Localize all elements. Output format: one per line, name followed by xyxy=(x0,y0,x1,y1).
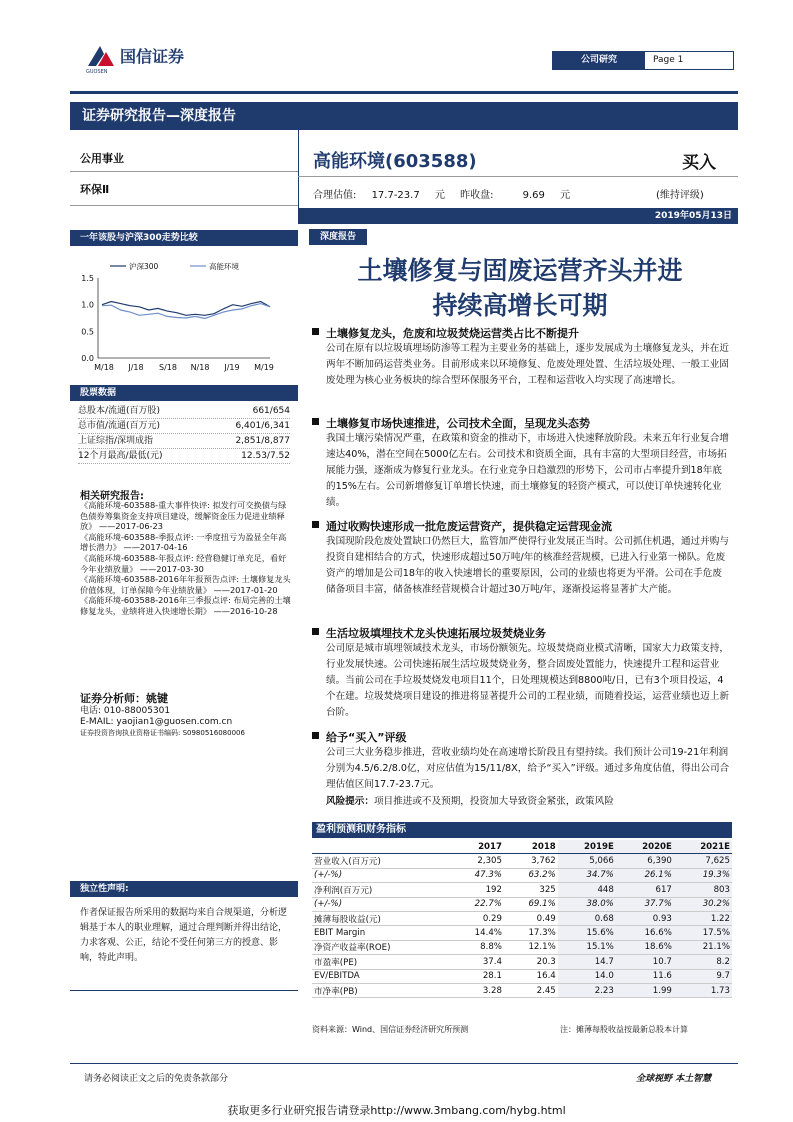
rating-maintain: (维持评级) xyxy=(656,190,704,201)
row-label: 净利润(百万元) xyxy=(312,883,450,897)
table-row xyxy=(312,883,732,897)
y-tick-label: 1.5 xyxy=(81,274,94,283)
analyst-contact xyxy=(80,706,245,739)
table-cell: 15.1% xyxy=(558,940,616,954)
analyst-cert: 证券投资咨询执业资格证书编码: S0980516080006 xyxy=(80,729,245,737)
footer-rule xyxy=(70,1063,738,1064)
x-tick-label: S/18 xyxy=(159,363,177,372)
table-header: 2020E xyxy=(616,840,674,854)
table-cell: 37.4 xyxy=(450,955,504,969)
section-heading: 生活垃圾填埋技术龙头快速拓展垃圾焚烧业务 xyxy=(312,625,730,641)
table-cell: 14.4% xyxy=(450,926,504,940)
table-cell: 2.23 xyxy=(558,983,616,997)
related-report[interactable]: 《高能环境-603588-2016年年报预告点评: 土壤修复龙头价值体现，订单保障今年业绩放量》 ——2017-01-20 xyxy=(80,574,291,595)
y-tick-label: 0.5 xyxy=(81,327,94,337)
table-cell: 803 xyxy=(674,883,732,897)
table-cell: 14.0 xyxy=(558,969,616,983)
section-5 xyxy=(312,729,730,807)
table-cell: 1.73 xyxy=(674,983,732,997)
page-number: Page 1 xyxy=(653,55,684,65)
unit: 元 xyxy=(560,190,571,201)
stock-row xyxy=(78,404,290,419)
forecast-table xyxy=(312,840,732,998)
table-cell: 47.3% xyxy=(450,868,504,882)
table-cell: 17.3% xyxy=(504,926,558,940)
section-body: 我国现阶段危废处置缺口仍然巨大，监管加严使得行业发展正当时。公司抓住机遇，通过并购与投资自建相结合的方式，快速形成超过50万吨/年的核准经营规模，已进入行业第一梯队。危废资产的增加是公司18年的收入快速增长的重要原因，公司的业绩也将更为平滑。公司在手危废储备项目丰富，储备核准经营规模合计超过30万吨/年，逐渐投运将显著扩大产能。 xyxy=(326,536,729,595)
footer-disclaimer: 请务必阅读正文之后的免责条款部分 xyxy=(84,1074,229,1084)
row-label: 摊薄每股收益(元) xyxy=(312,911,450,925)
table-cell: 0.49 xyxy=(504,911,558,925)
section-2 xyxy=(312,415,730,511)
table-note: 注：摊薄每股收益按最新总股本计算 xyxy=(560,1025,688,1034)
section-heading: 土壤修复市场快速推进，公司技术全面，呈现龙头态势 xyxy=(312,415,730,431)
sub-sector: 环保Ⅱ xyxy=(80,183,110,196)
table-cell: 0.68 xyxy=(558,911,616,925)
analyst xyxy=(80,690,168,706)
table-cell: 1.22 xyxy=(674,911,732,925)
table-row xyxy=(312,926,732,940)
x-tick-label: M/18 xyxy=(94,363,114,372)
close-label: 昨收盘: xyxy=(460,190,494,201)
x-tick-label: M/19 xyxy=(254,363,274,372)
row-label: 净资产收益率(ROE) xyxy=(312,940,450,954)
row-label: EBIT Margin xyxy=(312,926,450,940)
table-cell: 28.1 xyxy=(450,969,504,983)
related-report[interactable]: 《高能环境-603588-重大事件快评: 拟发行可交换债与绿色债券筹集资金支持项目建设，缓解资金压力促进业绩释放》 ——2017-06-23 xyxy=(80,500,287,532)
table-row xyxy=(312,854,732,868)
table-cell: 63.2% xyxy=(504,868,558,882)
table-header-row xyxy=(312,840,732,854)
table-cell: 37.7% xyxy=(616,897,674,911)
table-cell: 16.6% xyxy=(616,926,674,940)
report-type: 证券研究报告—深度报告 xyxy=(82,108,236,124)
table-header: 2017 xyxy=(450,840,504,854)
brand-logo xyxy=(84,42,234,75)
related-report[interactable]: 《高能环境-603588-季报点评: 一季度扭亏为盈显全年高增长潜力》 ——2017-04-16 xyxy=(80,531,287,553)
price-chart-svg xyxy=(70,250,298,380)
row-label: 营业收入(百万元) xyxy=(312,854,450,868)
divider xyxy=(70,171,298,172)
x-tick-label: J/18 xyxy=(128,363,144,372)
section-heading: 给予“买入”评级 xyxy=(312,729,730,745)
analyst-tel: 电话: 010-88005301 xyxy=(80,706,171,716)
deep-report-tag: 深度报告 xyxy=(309,229,367,245)
section-1 xyxy=(312,325,730,389)
table-cell: 325 xyxy=(504,883,558,897)
report-date: 2019年05月13日 xyxy=(654,211,732,221)
related-reports xyxy=(80,500,292,617)
rating: 买入 xyxy=(682,153,716,173)
table-row xyxy=(312,983,732,997)
section-heading: 土壤修复龙头，危废和垃圾焚烧运营类占比不断提升 xyxy=(312,325,730,341)
declaration-bar xyxy=(70,881,298,897)
stock-data-title: 股票数据 xyxy=(80,388,117,398)
top-rule xyxy=(70,91,738,94)
section-body: 公司三大业务稳步推进，营收业绩均处在高速增长阶段且有望持续。我们预计公司19-21年利润分别为4.5/6.2/8.0亿，对应估值为15/11/8X，给予“买入”评级。通过多角度估值，得出公司合理估值区间17.7-23.7元。 xyxy=(326,747,730,790)
table-cell: 11.6 xyxy=(616,969,674,983)
y-tick-label: 0.0 xyxy=(81,354,94,363)
section-4 xyxy=(312,625,730,721)
stock-value: 6,401/6,341 xyxy=(235,421,290,431)
section-body: 公司在原有以垃圾填埋场防渗等工程为主要业务的基础上，逐步发展成为土壤修复龙头，并在近两年不断加码运营类业务。目前形成来以环境修复、危废处理处置、生活垃圾处理、一般工业固废处理为核心业务板块的综合型环保服务平台，工程和运营收入均实现了高速增长。 xyxy=(326,343,729,386)
table-cell: 38.0% xyxy=(558,897,616,911)
table-row xyxy=(312,940,732,954)
row-label: 市盈率(PE) xyxy=(312,955,450,969)
date-bar xyxy=(298,208,738,224)
report-category: 公司研究 xyxy=(553,52,645,69)
table-cell: 17.5% xyxy=(674,926,732,940)
table-cell: 14.7 xyxy=(558,955,616,969)
footer-promo-link[interactable]: 获取更多行业研究报告请登录http://www.3mbang.com/hybg.html xyxy=(227,1104,566,1117)
guosen-logo-icon xyxy=(84,42,118,70)
chart-title: 一年该股与沪深300走势比较 xyxy=(80,233,198,243)
divider xyxy=(70,205,298,206)
x-tick-label: J/19 xyxy=(224,363,240,372)
stock-data-bar xyxy=(70,385,298,401)
table-cell: 5,066 xyxy=(558,854,616,868)
table-cell: 12.1% xyxy=(504,940,558,954)
table-cell: 3,762 xyxy=(504,854,558,868)
table-source: 资料来源：Wind、国信证券经济研究所预测 xyxy=(312,1025,469,1034)
divider xyxy=(298,176,738,177)
legend-label: 沪深300 xyxy=(129,262,159,271)
table-cell: 8.8% xyxy=(450,940,504,954)
table-cell: 1.99 xyxy=(616,983,674,997)
table-cell: 2.45 xyxy=(504,983,558,997)
valuation-label: 合理估值: xyxy=(313,190,357,201)
risk-line xyxy=(312,793,730,807)
table-cell: 20.3 xyxy=(504,955,558,969)
table-cell: 16.4 xyxy=(504,969,558,983)
row-label: 市净率(PB) xyxy=(312,983,450,997)
stock-key: 总市值/流通(百万元) xyxy=(78,421,161,431)
table-cell: 6,390 xyxy=(616,854,674,868)
table-cell: 22.7% xyxy=(450,897,504,911)
report-type-bar xyxy=(70,102,738,130)
sector: 公用事业 xyxy=(80,152,124,165)
stock-data-table xyxy=(78,404,290,464)
analyst-name: 姚键 xyxy=(146,692,168,705)
main-subtitle: 持续高增长可期 xyxy=(432,291,608,320)
stock-value: 661/654 xyxy=(252,406,290,416)
x-tick-label: N/18 xyxy=(190,363,210,372)
table-cell: 26.1% xyxy=(616,868,674,882)
table-header xyxy=(312,840,450,854)
stock-row xyxy=(78,419,290,434)
section-body: 公司原是城市填埋领域技术龙头，市场份额领先。垃圾焚烧商业模式清晰，国家大力政策支持，行业发展快速。公司快速拓展生活垃圾焚烧业务，整合固废处置能力，快速提升工程和运营业绩。当前公司在手垃圾焚烧发电项目11个，日处理规模达到8800吨/日，已有3个项目投运，4个在建。垃圾焚烧项目建设的推进将显著提升公司的工程业绩，而随着投运，运营业绩也迈上新台阶。 xyxy=(326,643,729,718)
row-label: EV/EBITDA xyxy=(312,969,450,983)
company-name: 高能环境(603588) xyxy=(313,151,477,172)
brand-en: GUOSEN xyxy=(86,69,108,75)
table-cell: 9.7 xyxy=(674,969,732,983)
table-header: 2018 xyxy=(504,840,558,854)
header-tag xyxy=(552,51,734,70)
footer-slogan: 全球视野 本土智慧 xyxy=(636,1074,712,1084)
table-cell: 2,305 xyxy=(450,854,504,868)
brand-name: 国信证券 xyxy=(120,47,185,66)
analyst-email[interactable]: E-MAIL: yaojian1@guosen.com.cn xyxy=(80,717,233,727)
table-row xyxy=(312,969,732,983)
declaration-title: 独立性声明: xyxy=(80,884,129,894)
table-cell: 19.3% xyxy=(674,868,732,882)
stock-value: 2,851/8,877 xyxy=(235,436,290,446)
related-reports-title: 相关研究报告: xyxy=(80,491,144,502)
unit: 元 xyxy=(434,190,445,201)
table-cell: 34.7% xyxy=(558,868,616,882)
table-cell: 30.2% xyxy=(674,897,732,911)
table-row xyxy=(312,897,732,911)
y-tick-label: 1.0 xyxy=(81,300,94,310)
table-cell: 617 xyxy=(616,883,674,897)
table-cell: 15.6% xyxy=(558,926,616,940)
stock-row xyxy=(78,449,290,464)
divider xyxy=(298,130,299,208)
section-body: 我国土壤污染情况严重，在政策和资金的推动下，市场进入快速释放阶段。未来五年行业复合增速达40%，潜在空间在5000亿左右。公司技术和资质全面，具有丰富的大型项目经营，市场拓展能力强，逐渐成为修复行业龙头。在行业竞争日趋激烈的形势下，公司市占率提升到18年底的15%左右。公司新增修复订单增长快速，而土壤修复的轻资产模式，可以使订单快速转化业绩。 xyxy=(326,433,729,508)
chart-title-bar xyxy=(70,230,298,246)
stock-key: 上证综指/深圳成指 xyxy=(78,436,154,446)
row-label: (+/-%) xyxy=(312,868,450,882)
table-row xyxy=(312,911,732,925)
table-cell: 3.28 xyxy=(450,983,504,997)
table-header: 2021E xyxy=(674,840,732,854)
section-heading: 通过收购快速形成一批危废运营资产，提供稳定运营现金流 xyxy=(312,518,730,534)
table-cell: 18.6% xyxy=(616,940,674,954)
analyst-label: 证券分析师： xyxy=(80,692,146,705)
risk-text: 项目推进或不及预期，投资加大导致资金紧张，政策风险 xyxy=(373,796,614,807)
risk-label: 风险提示： xyxy=(326,796,374,807)
table-cell: 7,625 xyxy=(674,854,732,868)
stock-value: 12.53/7.52 xyxy=(241,451,290,461)
table-cell: 10.7 xyxy=(616,955,674,969)
close-price: 9.69 xyxy=(522,190,545,201)
valuation-line xyxy=(313,186,582,201)
forecast-table-title: 盈利预测和财务指标 xyxy=(316,824,406,835)
forecast-table-title-bar xyxy=(312,822,732,838)
stock-key: 12个月最高/最低(元) xyxy=(78,451,163,461)
table-cell: 69.1% xyxy=(504,897,558,911)
table-row xyxy=(312,955,732,969)
row-label: (+/-%) xyxy=(312,897,450,911)
main-title: 土壤修复与固废运营齐头并进 xyxy=(357,256,683,285)
declaration-text: 作者保证报告所采用的数据均来自合规渠道，分析逻辑基于本人的职业理解，通过合理判断并得出结论，力求客观、公正，结论不受任何第三方的授意、影响，特此声明。 xyxy=(80,908,288,963)
table-cell: 8.2 xyxy=(674,955,732,969)
table-cell: 0.93 xyxy=(616,911,674,925)
table-header: 2019E xyxy=(558,840,616,854)
section-3 xyxy=(312,518,730,598)
related-report[interactable]: 《高能环境-603588-2016年三季报点评: 布局完善的土壤修复龙头，业绩将进入快速增长期》 ——2016-10-28 xyxy=(80,595,291,616)
stock-row xyxy=(78,434,290,449)
related-report[interactable]: 《高能环境-603588-年报点评: 经营稳健订单充足，看好今年业绩放量》 ——2017-03-30 xyxy=(80,552,287,574)
table-cell: 21.1% xyxy=(674,940,732,954)
table-cell: 448 xyxy=(558,883,616,897)
table-cell: 0.29 xyxy=(450,911,504,925)
legend-label: 高能环境 xyxy=(209,262,239,271)
table-row xyxy=(312,868,732,882)
stock-key: 总股本/流通(百万股) xyxy=(78,406,161,416)
price-chart xyxy=(70,250,298,380)
table-cell: 192 xyxy=(450,883,504,897)
valuation-range: 17.7-23.7 xyxy=(371,190,420,201)
